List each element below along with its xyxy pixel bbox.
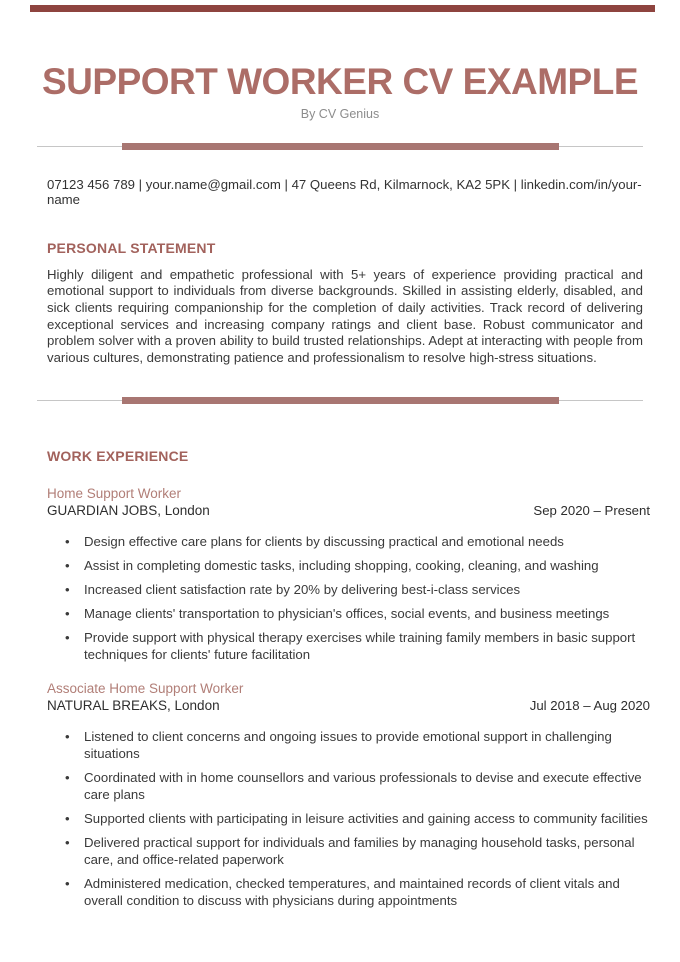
contact-line: 07123 456 789 | your.name@gmail.com | 47 Queens Rd, Kilmarnock, KA2 5PK | linkedin.com/in/your-name <box>47 176 642 207</box>
divider-bar <box>122 143 559 150</box>
divider-line-right <box>559 400 644 401</box>
divider-line-left <box>37 146 122 147</box>
job-bullet-list <box>47 533 650 663</box>
bullet-item: • Provide support with physical therapy exercises while training family members in basic support techniques for clients' future facilitation <box>65 629 650 663</box>
job-title: Home Support Worker <box>47 486 182 502</box>
bullet-item: • Delivered practical support for individuals and families by managing household tasks, personal care, and office-related paperwork <box>65 834 650 868</box>
section-divider <box>37 397 643 404</box>
job-title: Associate Home Support Worker <box>47 681 244 697</box>
bullet-item: • Design effective care plans for clients by discussing practical and emotional needs <box>65 533 650 550</box>
job-meta-row <box>47 697 650 714</box>
job-bullet-list <box>47 728 650 909</box>
job-employer: NATURAL BREAKS, London <box>47 698 220 714</box>
divider-line-left <box>37 400 122 401</box>
bullet-item: • Increased client satisfaction rate by 20% by delivering best-i-class services <box>65 581 650 598</box>
divider-bar <box>122 397 559 404</box>
byline: By CV Genius <box>300 106 380 121</box>
job-meta-row <box>47 502 650 519</box>
job-employer: GUARDIAN JOBS, London <box>47 503 210 519</box>
job-dates: Jul 2018 – Aug 2020 <box>529 698 650 714</box>
bullet-item: • Assist in completing domestic tasks, including shopping, cooking, cleaning, and washing <box>65 557 650 574</box>
bullet-item: • Listened to client concerns and ongoing issues to provide emotional support in challenging situations <box>65 728 650 762</box>
divider-line-right <box>559 146 644 147</box>
job-dates: Sep 2020 – Present <box>533 503 650 519</box>
bullet-item: • Coordinated with in home counsellors and various professionals to devise and execute effective care plans <box>65 769 650 803</box>
top-accent-bar <box>30 5 655 12</box>
job-entry-2 <box>47 680 650 909</box>
section-divider <box>37 143 643 150</box>
work-experience-heading: WORK EXPERIENCE <box>47 448 189 465</box>
bullet-item: • Administered medication, checked temperatures, and maintained records of client vitals and overall condition to discuss with physicians during appointments <box>65 875 650 909</box>
personal-statement-text: Highly diligent and empathetic professional with 5+ years of experience providing practical and emotional support to individuals from diverse backgrounds. Skilled in assisting elderly, disabled, and sick clients requiring companionship for the completion of daily activities. Track record of delivering exceptional services and increasing company ratings and client base. Robust communicator and problem solver with a proven ability to build trusted relationships. Adept at interacting with people from various cultures, demonstrating patience and professionalism to resolve high-stress situations. <box>47 266 643 365</box>
bullet-item: • Supported clients with participating in leisure activities and gaining access to community facilities <box>65 810 650 827</box>
page-title: SUPPORT WORKER CV EXAMPLE <box>42 61 638 102</box>
job-entry-1 <box>47 485 650 663</box>
personal-statement-heading: PERSONAL STATEMENT <box>47 239 216 256</box>
bullet-item: • Manage clients' transportation to physician's offices, social events, and business meetings <box>65 605 650 622</box>
